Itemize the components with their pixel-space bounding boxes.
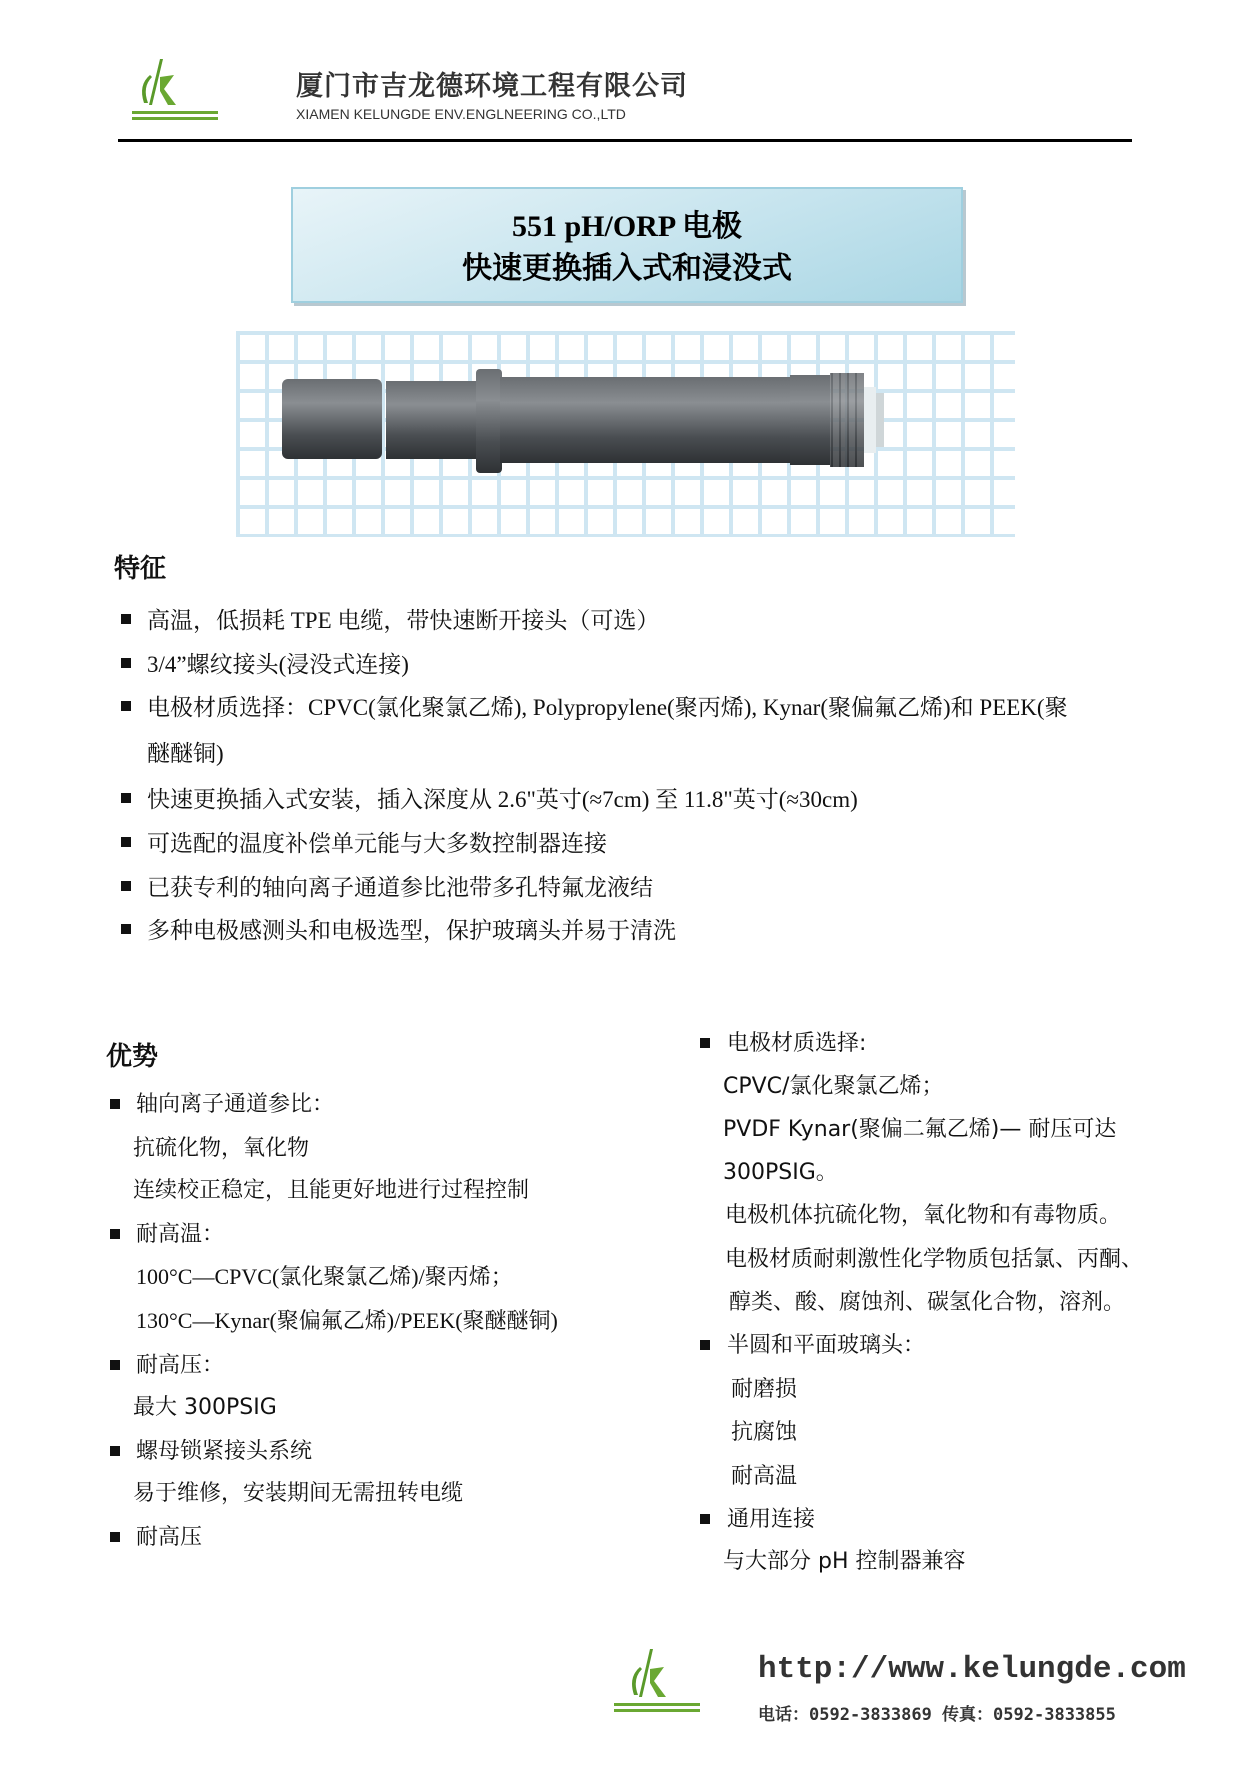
company-name-en: XIAMEN KELUNGDE ENV.ENGLNEERING CO.,LTD <box>296 106 626 122</box>
advantage-item-right: 半圆和平面玻璃头： <box>727 1333 926 1358</box>
advantage-item-right: 300PSIG。 <box>723 1160 838 1185</box>
features-heading: 特征 <box>114 554 167 584</box>
title-box <box>291 187 963 303</box>
feature-item: 可选配的温度补偿单元能与大多数控制器连接 <box>147 831 607 856</box>
advantage-item: 耐高压 <box>136 1525 203 1550</box>
company-logo <box>130 55 220 127</box>
advantage-item-right: 耐高温 <box>731 1464 798 1489</box>
advantage-item: 抗硫化物，氧化物 <box>133 1136 310 1161</box>
advantage-item-right: 抗腐蚀 <box>731 1420 798 1445</box>
advantage-item-right: 与大部分 pH 控制器兼容 <box>723 1549 966 1574</box>
advantage-item: 耐高压： <box>136 1353 225 1378</box>
advantage-item-right: 电极材质选择: <box>727 1031 867 1056</box>
advantage-item: 螺母锁紧接头系统 <box>136 1439 313 1464</box>
bullet-icon <box>110 1099 120 1109</box>
feature-item: 高温，低损耗 TPE 电缆，带快速断开接头（可选） <box>147 608 660 633</box>
product-title: 551 pH/ORP 电极 <box>511 210 743 243</box>
feature-item: 快速更换插入式安装，插入深度从 2.6"英寸(≈7cm) 至 11.8"英寸(≈30cm) <box>147 787 858 812</box>
bullet-icon <box>121 614 131 624</box>
header-divider <box>118 139 1132 142</box>
bullet-icon <box>700 1340 710 1350</box>
company-name-cn: 厦门市吉龙德环境工程有限公司 <box>296 71 688 102</box>
bullet-icon <box>121 837 131 847</box>
advantage-item: 最大 300PSIG <box>133 1395 277 1420</box>
advantage-item-right: 耐磨损 <box>731 1377 798 1402</box>
advantages-heading: 优势 <box>106 1042 159 1072</box>
advantage-item: 130°C—Kynar(聚偏氟乙烯)/PEEK(聚醚醚铜) <box>136 1308 558 1333</box>
advantage-item: 易于维修，安装期间无需扭转电缆 <box>133 1481 464 1506</box>
advantage-item-right: PVDF Kynar(聚偏二氟乙烯)— 耐压可达 <box>723 1117 1117 1142</box>
footer-logo <box>612 1645 702 1717</box>
bullet-icon <box>700 1038 710 1048</box>
bullet-icon <box>110 1532 120 1542</box>
product-subtitle: 快速更换插入式和浸没式 <box>462 251 792 286</box>
advantage-item: 100°C—CPVC(氯化聚氯乙烯)/聚丙烯； <box>136 1264 513 1289</box>
website-url[interactable]: http://www.kelungde.com <box>758 1652 1186 1687</box>
contact-phone-fax: 电话：0592-3833869 传真：0592-3833855 <box>758 1705 1116 1725</box>
bullet-icon <box>110 1229 120 1239</box>
advantage-item-right: 醇类、酸、腐蚀剂、碳氢化合物，溶剂。 <box>729 1290 1126 1315</box>
bullet-icon <box>121 701 131 711</box>
advantage-item-right: 电极材质耐刺激性化学物质包括氯、丙酮、 <box>725 1247 1144 1272</box>
advantage-item: 耐高温： <box>136 1222 225 1247</box>
feature-item: 醚醚铜) <box>147 741 224 766</box>
bullet-icon <box>121 658 131 668</box>
feature-item: 电极材质选择：CPVC(氯化聚氯乙烯), Polypropylene(聚丙烯), Kynar(聚偏氟乙烯)和 PEEK(聚 <box>147 695 1068 720</box>
advantage-item: 轴向离子通道参比： <box>136 1092 335 1117</box>
advantage-item-right: CPVC/氯化聚氯乙烯； <box>723 1074 944 1099</box>
advantage-item-right: 通用连接 <box>727 1507 816 1532</box>
bullet-icon <box>110 1446 120 1456</box>
feature-item: 已获专利的轴向离子通道参比池带多孔特氟龙液结 <box>147 875 653 900</box>
feature-item: 3/4”螺纹接头(浸没式连接) <box>147 652 409 677</box>
bullet-icon <box>110 1360 120 1370</box>
bullet-icon <box>121 924 131 934</box>
advantage-item: 连续校正稳定，且能更好地进行过程控制 <box>133 1178 530 1203</box>
electrode-photo <box>236 331 1015 537</box>
bullet-icon <box>121 793 131 803</box>
bullet-icon <box>121 881 131 891</box>
bullet-icon <box>700 1514 710 1524</box>
feature-item: 多种电极感测头和电极选型，保护玻璃头并易于清洗 <box>147 918 676 943</box>
advantage-item-right: 电极机体抗硫化物，氧化物和有毒物质。 <box>725 1203 1122 1228</box>
